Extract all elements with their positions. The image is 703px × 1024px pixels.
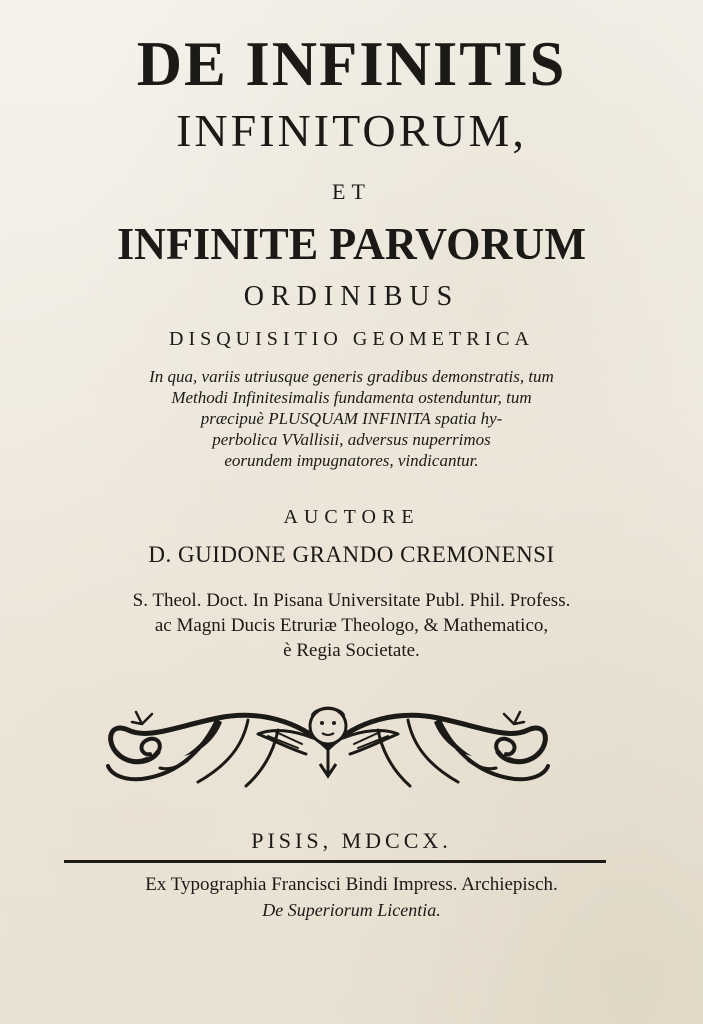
- printer-line: Ex Typographia Francisci Bindi Impress. Archiepisch.: [145, 874, 558, 895]
- title-line-6: DISQUISITIO GEOMETRICA: [169, 328, 534, 350]
- description-line: Methodi Infinitesimalis fundamenta ostenduntur, tum: [171, 388, 532, 407]
- winged-cherub-acanthus-scroll-icon: [98, 690, 558, 800]
- description-line: In qua, variis utriusque generis gradibus demonstratis, tum: [149, 367, 554, 386]
- author-title-line: S. Theol. Doct. In Pisana Universitate Publ. Phil. Profess.: [132, 590, 571, 611]
- title-line-1: DE INFINITIS: [136, 28, 567, 99]
- author-name: D. GUIDONE GRANDO CREMONENSI: [148, 542, 555, 567]
- description-line: præcipuè PLUSQUAM INFINITA spatia hy-: [200, 409, 503, 428]
- title-line-2: INFINITORUM,: [176, 105, 527, 156]
- description-line: eorundem impugnatores, vindicantur.: [224, 451, 479, 470]
- author-label: AUCTORE: [283, 506, 420, 528]
- author-titles: [0, 588, 703, 663]
- description: [0, 366, 703, 471]
- title-line-3: ET: [332, 179, 371, 204]
- author-title-line: è Regia Societate.: [283, 640, 420, 661]
- title-line-5: ORDINIBUS: [243, 281, 460, 312]
- divider-rule: [64, 860, 606, 863]
- title-line-4: INFINITE PARVORUM: [116, 218, 587, 269]
- author-title-line: ac Magni Ducis Etruriæ Theologo, & Mathematico,: [154, 615, 549, 636]
- place-date: PISIS, MDCCX.: [251, 828, 452, 853]
- license-line: De Superiorum Licentia.: [262, 900, 441, 920]
- description-line: perbolica VVallisii, adversus nuperrimos: [212, 430, 491, 449]
